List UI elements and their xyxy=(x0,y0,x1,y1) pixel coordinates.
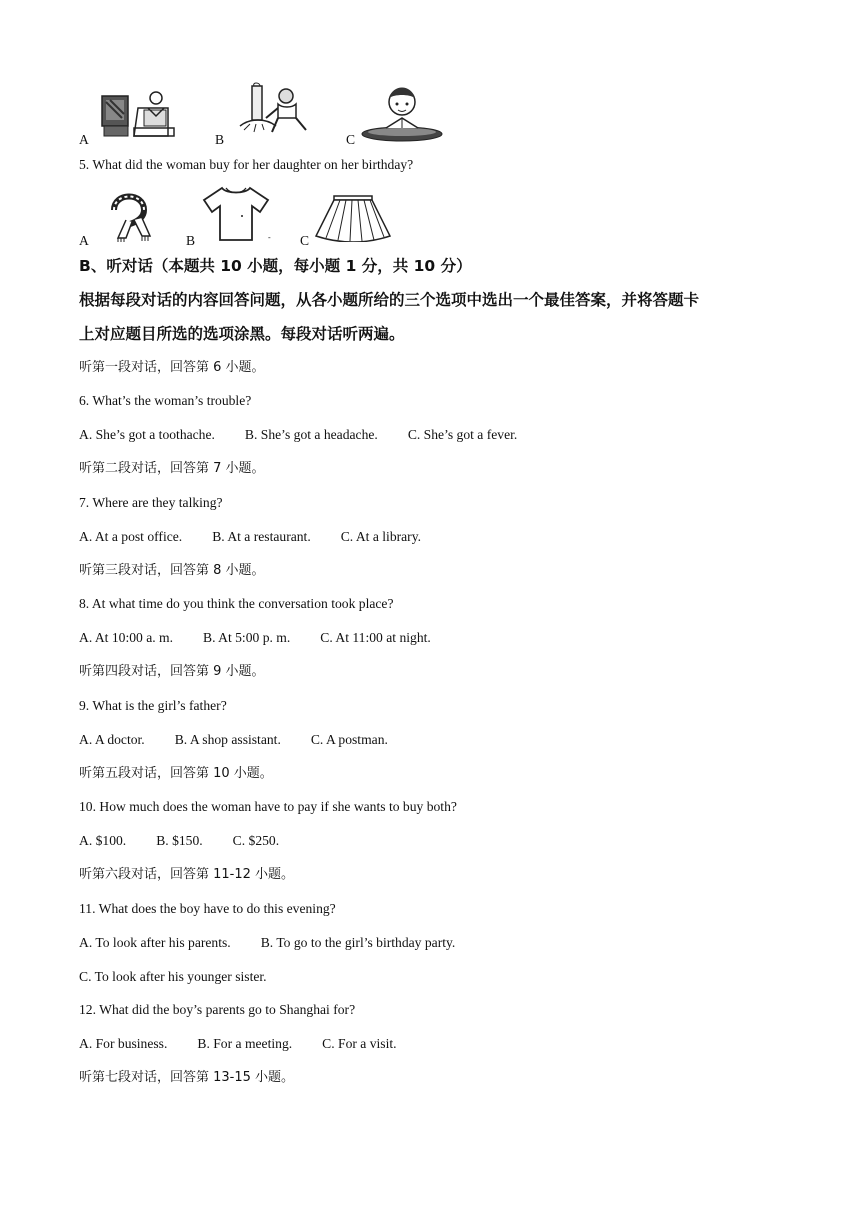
q8-option-a: A. At 10:00 a. m. xyxy=(79,630,174,645)
question-11: 11. What does the boy have to do this evening? xyxy=(79,901,336,916)
q5-option-a-letter: A xyxy=(79,233,89,248)
q6-option-a: A. She’s got a toothache. xyxy=(79,427,215,442)
scarf-icon xyxy=(104,190,154,244)
q9-option-c: C. A postman. xyxy=(310,732,388,747)
dialogue-7-note: 听第七段对话，回答第 13-15 小题。 xyxy=(79,1070,295,1085)
q7-option-c: C. At a library. xyxy=(340,529,422,544)
q4-option-a-letter: A xyxy=(79,132,89,147)
question-10: 10. How much does the woman have to pay if she wants to buy both? xyxy=(79,799,457,814)
q12-option-c: C. For a visit. xyxy=(322,1036,397,1051)
q10-option-a: A. $100. xyxy=(79,833,127,848)
question-6-options xyxy=(79,428,517,442)
dialogue-5-note: 听第五段对话，回答第 10 小题。 xyxy=(79,766,273,781)
child-reading-icon xyxy=(360,86,444,144)
question-9-options xyxy=(79,733,388,747)
question-10-options xyxy=(79,834,279,848)
q9-option-b: B. A shop assistant. xyxy=(174,732,281,747)
dialogue-2-note: 听第二段对话，回答第 7 小题。 xyxy=(79,461,265,476)
q8-option-c: C. At 11:00 at night. xyxy=(320,630,431,645)
q9-option-a: A. A doctor. xyxy=(79,732,145,747)
q5-option-b-letter: B xyxy=(186,233,196,248)
q11-option-a: A. To look after his parents. xyxy=(79,935,231,950)
person-watching-tv-icon xyxy=(100,88,180,140)
section-b-title: B、听对话（本题共 10 小题，每小题 1 分，共 10 分） xyxy=(79,257,472,275)
q7-option-a: A. At a post office. xyxy=(79,529,183,544)
section-b-instruction-line1: 根据每段对话的内容回答问题，从各小题所给的三个选项中选出一个最佳答案，并将答题卡 xyxy=(79,291,700,309)
section-b-instruction-line2: 上对应题目所选的选项涂黑。每段对话听两遍。 xyxy=(79,325,405,343)
question-11-options-row2 xyxy=(79,970,267,984)
dialogue-4-note: 听第四段对话，回答第 9 小题。 xyxy=(79,664,265,679)
question-8-options xyxy=(79,631,431,645)
decorative-dash: - xyxy=(268,233,271,242)
q12-option-b: B. For a meeting. xyxy=(197,1036,293,1051)
q8-option-b: B. At 5:00 p. m. xyxy=(203,630,291,645)
question-5: 5. What did the woman buy for her daughter on her birthday? xyxy=(79,157,414,172)
q7-option-b: B. At a restaurant. xyxy=(212,529,311,544)
q6-option-b: B. She’s got a headache. xyxy=(244,427,378,442)
q10-option-c: C. $250. xyxy=(232,833,280,848)
q5-option-c-letter: C xyxy=(300,233,310,248)
question-7: 7. Where are they talking? xyxy=(79,495,223,510)
t-shirt-icon xyxy=(200,184,270,244)
q4-option-b-letter: B xyxy=(215,132,225,147)
q11-option-c: C. To look after his younger sister. xyxy=(79,969,267,984)
dialogue-3-note: 听第三段对话，回答第 8 小题。 xyxy=(79,563,265,578)
question-6: 6. What’s the woman’s trouble? xyxy=(79,393,252,408)
skirt-icon xyxy=(312,192,394,242)
q12-option-a: A. For business. xyxy=(79,1036,168,1051)
q11-option-b: B. To go to the girl’s birthday party. xyxy=(260,935,456,950)
question-12-options xyxy=(79,1037,397,1051)
dialogue-6-note: 听第六段对话，回答第 11-12 小题。 xyxy=(79,867,295,882)
person-planting-tree-icon xyxy=(234,82,314,140)
q4-option-c-letter: C xyxy=(346,132,356,147)
question-8: 8. At what time do you think the conversation took place? xyxy=(79,596,394,611)
question-9: 9. What is the girl’s father? xyxy=(79,698,227,713)
question-7-options xyxy=(79,530,421,544)
question-12: 12. What did the boy’s parents go to Shanghai for? xyxy=(79,1002,356,1017)
q6-option-c: C. She’s got a fever. xyxy=(407,427,518,442)
question-11-options xyxy=(79,936,455,950)
dialogue-1-note: 听第一段对话，回答第 6 小题。 xyxy=(79,360,265,375)
q10-option-b: B. $150. xyxy=(156,833,203,848)
